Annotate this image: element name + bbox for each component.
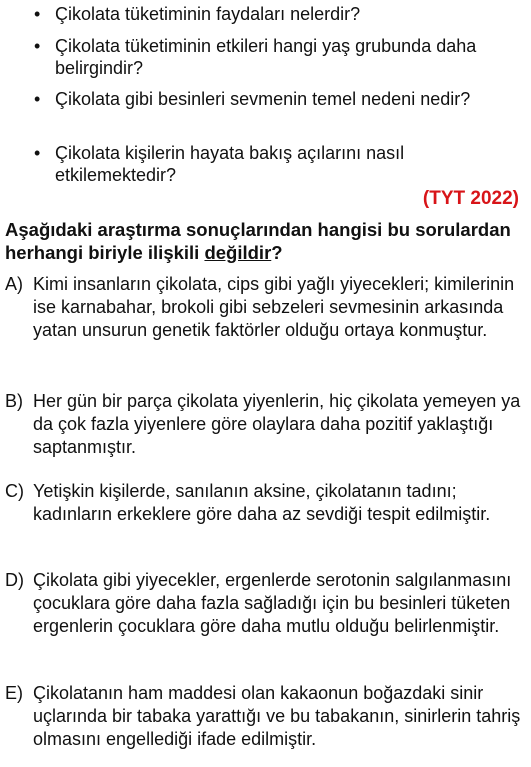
option-text: Çikolata gibi yiyecekler, ergenlerde serotonin salgılanmasını çocuklara göre daha fazla sağladığı için bu besinleri tüketen ergenlerin çocuklara göre daha mutlu olduğu belirlenmiştir.: [33, 570, 512, 636]
bullet-text: Çikolata tüketiminin etkileri hangi yaş grubunda daha belirgindir?: [55, 36, 477, 78]
exam-source-tag: (TYT 2022): [422, 188, 519, 209]
question-stem: [5, 218, 525, 264]
bullet-text: Çikolata kişilerin hayata bakış açılarını nasıl etkilemektedir?: [55, 143, 405, 185]
question-emphasis: değildir: [204, 242, 272, 263]
question-mark: ?: [271, 242, 283, 263]
option-letter: A): [5, 274, 23, 294]
option-letter: E): [5, 683, 23, 703]
bullet-text: Çikolata gibi besinleri sevmenin temel nedeni nedir?: [55, 89, 471, 109]
option-letter: B): [5, 391, 23, 411]
option-letter: D): [5, 570, 24, 590]
option-text: Yetişkin kişilerde, sanılanın aksine, çikolatanın tadını; kadınların erkeklere göre daha az sevdiği tespit edilmiştir.: [33, 481, 491, 524]
option-text: Kimi insanların çikolata, cips gibi yağlı yiyecekleri; kimilerinin ise karnabahar, brokoli gibi sebzeleri sevmesinin arkasında yatan unsurun genetik faktörler olduğu ortaya konmuştur.: [33, 274, 515, 340]
option-letter: C): [5, 481, 24, 501]
option-text: Çikolatanın ham maddesi olan kakaonun boğazdaki sinir uçlarında bir tabaka yarattığı ve bu tabakanın, sinirlerin tahriş olmasını engellediği ifade edilmiştir.: [33, 683, 521, 749]
bullet-dot: •: [34, 143, 41, 163]
option-text: Her gün bir parça çikolata yiyenlerin, hiç çikolata yemeyen ya da çok fazla yiyenlere göre olaylara daha pozitif yaklaştığı saptanmıştır.: [33, 391, 521, 457]
bullet-dot: •: [34, 89, 41, 109]
bullet-dot: •: [34, 36, 41, 56]
bullet-text: Çikolata tüketiminin faydaları nelerdir?: [55, 4, 361, 24]
question-text: Aşağıdaki araştırma sonuçlarından hangisi bu sorulardan herhangi biriyle ilişkili: [5, 219, 511, 263]
bullet-dot: •: [34, 4, 41, 24]
